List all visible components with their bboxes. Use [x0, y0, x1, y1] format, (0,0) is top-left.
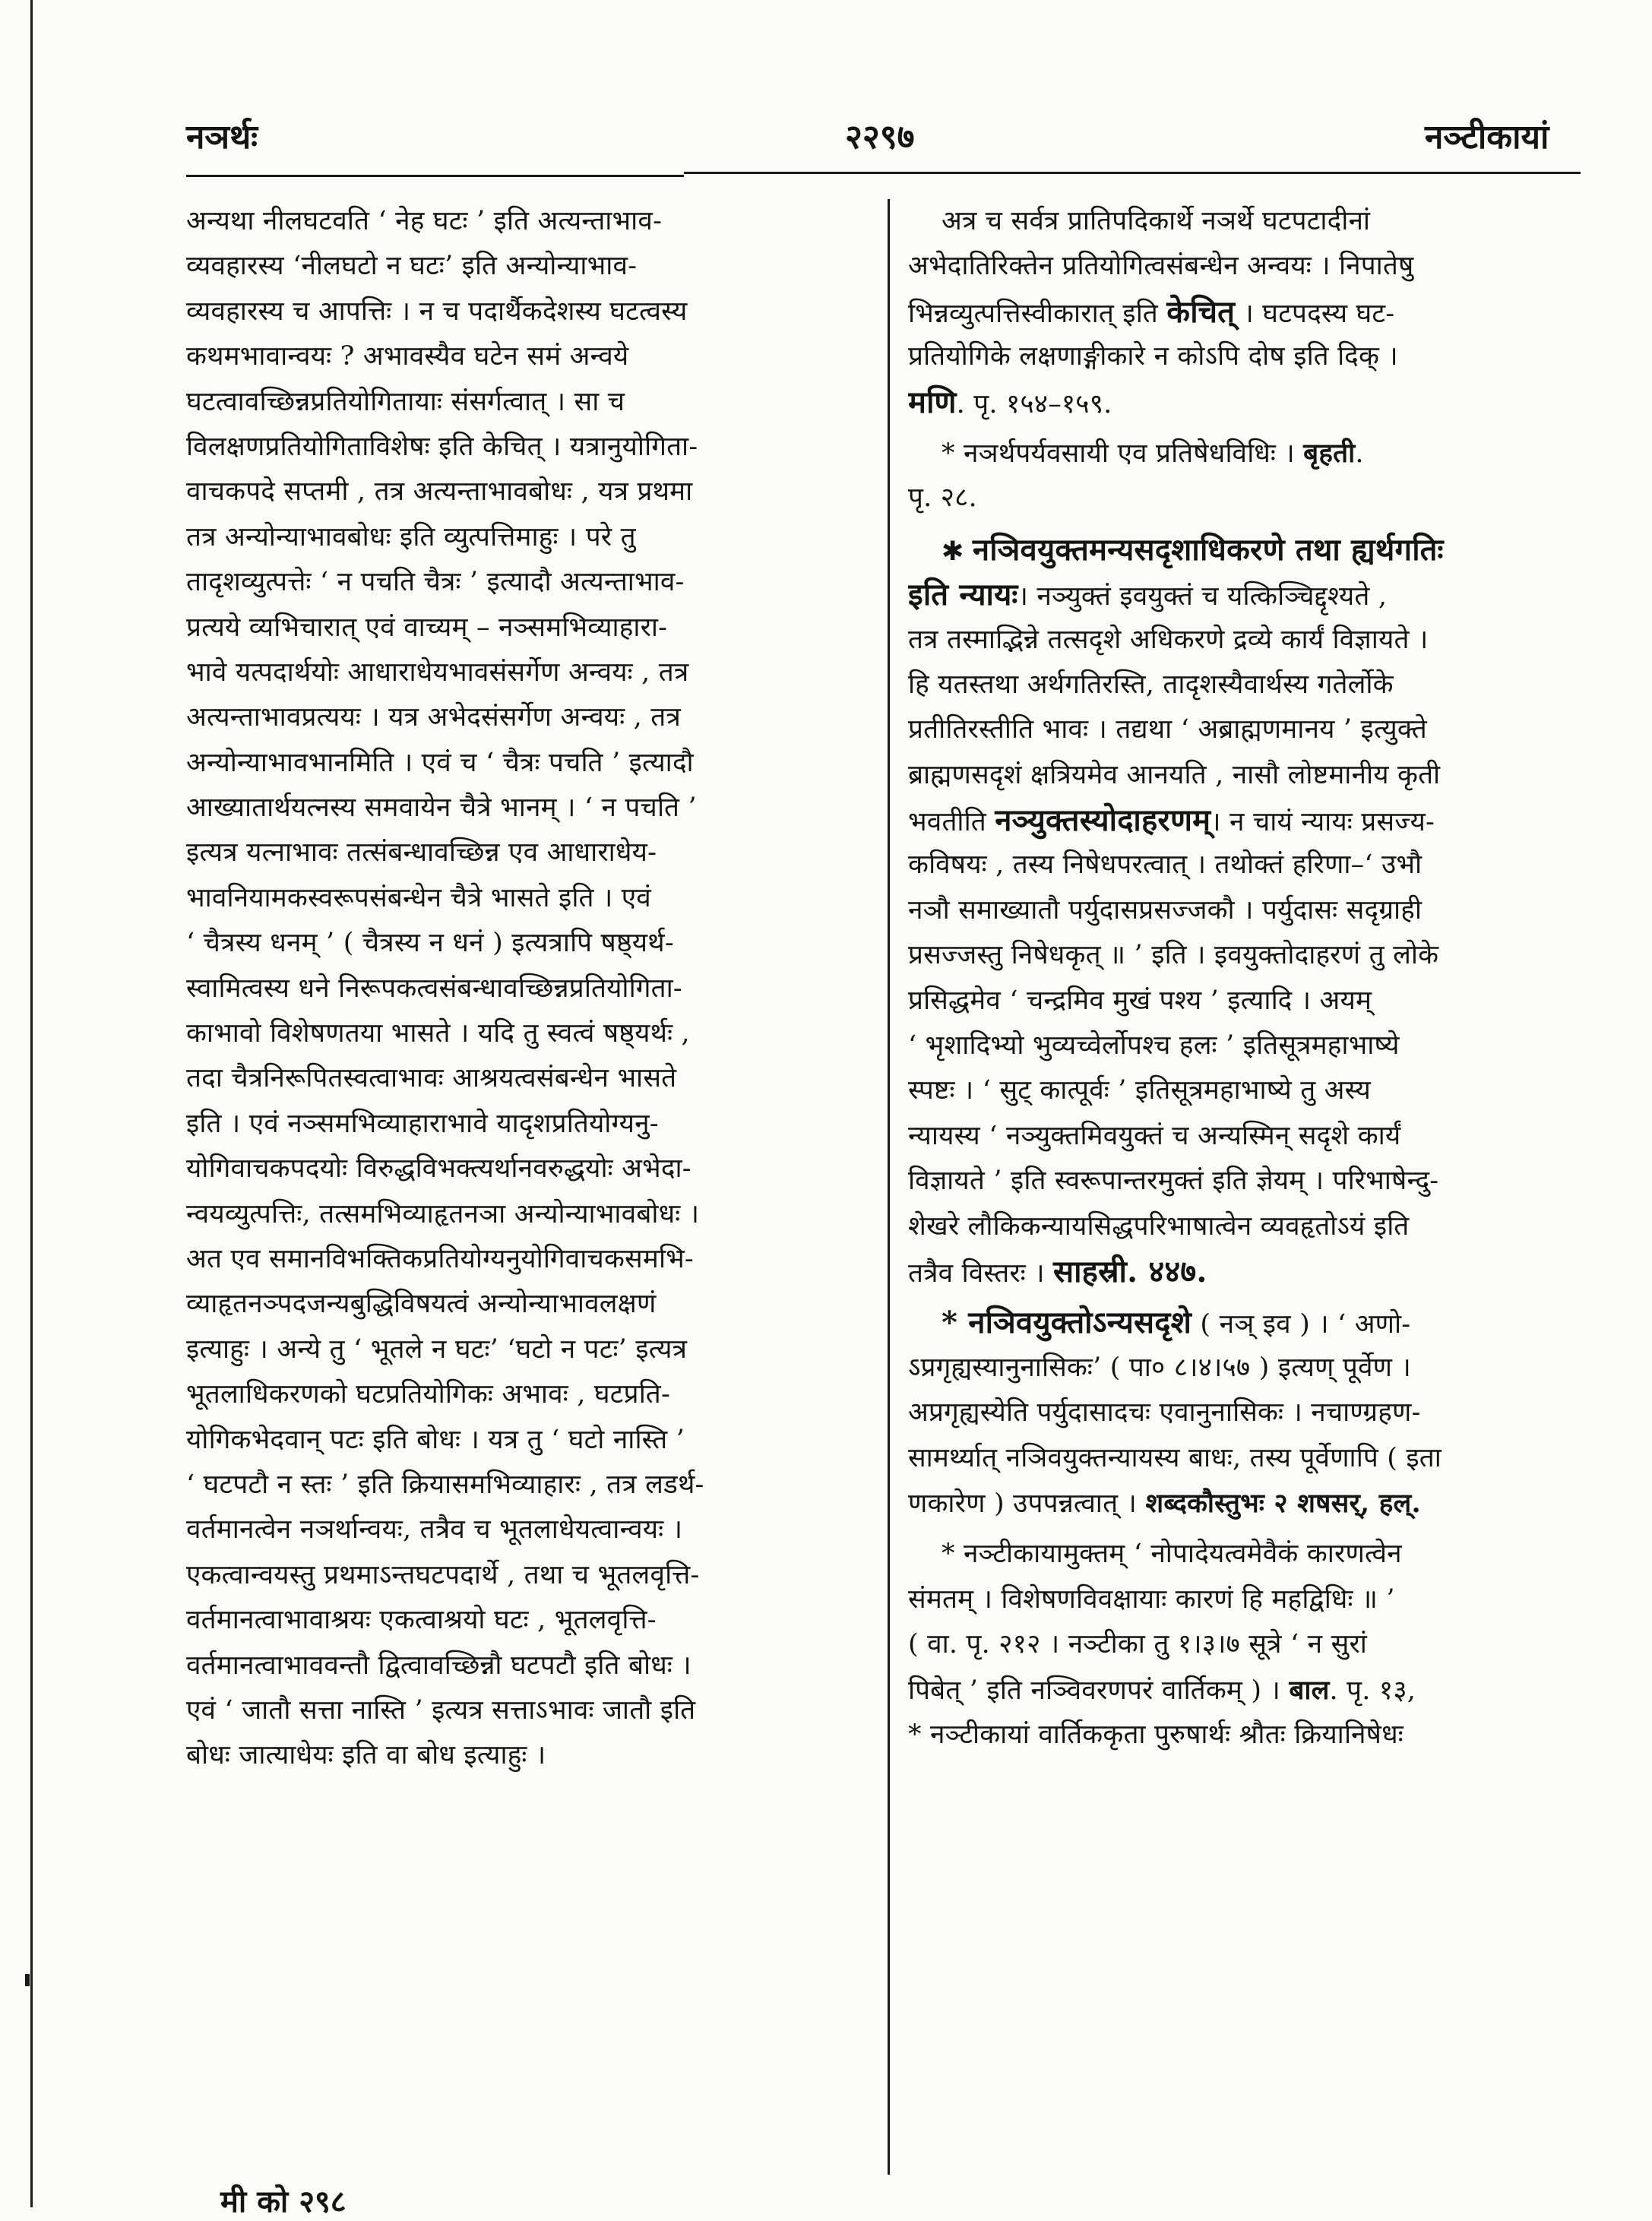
- text-line: इत्याहुः । अन्ये तु ‘ भूतले न घटः’ ‘घटो न पटः’ इत्यत्र: [186, 1334, 688, 1365]
- text-line: व्यवहारस्य ‘नीलघटो न घटः’ इति अन्योन्याभाव-: [186, 251, 638, 282]
- text-line: तदा चैत्रनिरूपितस्वत्वाभावः आश्रयत्वसंबन्धेन भासते: [186, 1063, 677, 1094]
- text-line: ‘ घटपटौ न स्तः ’ इति क्रियासमभिव्याहारः , तत्र लडर्थ-: [186, 1469, 704, 1500]
- text-line: न्वयव्युत्पत्तिः, तत्समभिव्याहृतनञा अन्योन्याभावबोधः ।: [186, 1198, 700, 1229]
- text-line: * नञर्थपर्यवसायी एव प्रतिषेधविधिः । बृहती.: [942, 437, 1364, 469]
- margin-rule: [30, 0, 33, 2207]
- text-line: वर्तमानत्वेन नञर्थान्वयः, तत्रैव च भूतलाधेयत्वान्वयः ।: [186, 1514, 683, 1546]
- text-line: प्रतियोगिके लक्षणाङ्गीकारे न कोऽपि दोष इति दिक् ।: [908, 341, 1398, 372]
- text-line: वर्तमानत्वाभाववन्तौ द्वित्वावच्छिन्नौ घटपटौ इति बोधः ।: [186, 1650, 691, 1681]
- text-line: स्वामित्वस्य धने निरूपकत्वसंबन्धावच्छिन्नप्रतियोगिता-: [186, 973, 682, 1004]
- text-line: अन्योन्याभावभानमिति । एवं च ‘ चैत्रः पचति ’ इत्यादौ: [186, 747, 694, 778]
- text-line: तत्र अन्योन्याभावबोधः इति व्युत्पत्तिमाहुः । परे तु: [186, 521, 636, 552]
- text-line: हि यतस्तथा अर्थगतिरस्ति, तादृशस्यैवार्थस्य गतेर्लोके: [908, 669, 1394, 700]
- text-line: कथमभावान्वयः ? अभावस्यैव घटेन समं अन्वये: [186, 341, 629, 372]
- source-ref: शब्दकौस्तुभः: [1145, 1487, 1264, 1519]
- source-ref: मणि. पृ. १५४–१५९.: [908, 384, 1112, 420]
- text-line: योगिवाचकपदयोः विरुद्धविभक्त्यर्थानवरुद्धयोः अभेदा-: [186, 1153, 691, 1185]
- text-line: अन्यथा नीलघटवति ‘ नेह घटः ’ इति अत्यन्ताभाव-: [186, 206, 663, 236]
- text-line: न्यायस्य ‘ नञ्युक्तमिवयुक्तं च अन्यस्मिन् सदृशे कार्यं: [908, 1120, 1401, 1151]
- nyaya-title: ✱ नञिवयुक्तमन्यसदृशाधिकरणे तथा ह्यर्थगतिः: [942, 531, 1444, 568]
- text-line: वर्तमानत्वाभावाश्रयः एकत्वाश्रयो घटः , भूतलवृत्ति-: [186, 1605, 657, 1636]
- text-line: अप्रगृह्यस्येति पर्युदासादचः एवानुनासिकः । नचाण्ग्रहण-: [908, 1397, 1421, 1428]
- text-line: योगिकभेदवान् पटः इति बोधः । यत्र तु ‘ घटो नास्ति ’: [186, 1424, 685, 1455]
- text-line: तत्र तस्माद्भिन्ने तत्सदृशे अधिकरणे द्रव्ये कार्यं विज्ञायते ।: [908, 624, 1429, 655]
- text-line: व्यवहारस्य च आपत्तिः । न च पदार्थैकदेशस्य घटत्वस्य: [186, 296, 688, 327]
- text-line: ब्राह्मणसदृशं क्षत्रियमेव आनयति , नासौ लोष्टमानीय कृती: [908, 759, 1441, 790]
- text-line: ऽप्रगृह्यस्यानुनासिकः’ ( पा० ८।४।५७ ) इत्यण् पूर्वेण ।: [908, 1352, 1411, 1383]
- text-line: सामर्थ्यात् नञिवयुक्तन्यायस्य बाधः, तस्य पूर्वेणापि ( इता: [908, 1442, 1442, 1473]
- right-column: [908, 199, 1581, 1758]
- text-line: प्रत्यये व्यभिचारात् एवं वाच्यम् – नञ्समभिव्याहारा-: [186, 612, 668, 643]
- header-rule-right: [684, 172, 1581, 174]
- text-line: वाचकपदे सप्तमी , तत्र अत्यन्ताभावबोधः , यत्र प्रथमा: [186, 476, 693, 508]
- text-line: व्याहृतनञ्पदजन्यबुद्धिविषयत्वं अन्योन्याभावलक्षणं: [186, 1289, 657, 1320]
- text-line: प्रतीतिरस्तीति भावः । तद्यथा ‘ अब्राह्मणमानय ’ इत्युक्ते: [908, 714, 1427, 745]
- text-line: प्रसज्जस्तु निषेधकृत् ॥ ’ इति । इवयुक्तोदाहरणं तु लोके: [908, 940, 1439, 971]
- text-line: इत्यत्र यत्नाभावः तत्संबन्धावच्छिन्न एव आधाराधेय-: [186, 837, 657, 868]
- nyaya-title: * नञिवयुक्तोऽन्यसदृशे: [942, 1305, 1192, 1341]
- text-line: नञौ समाख्यातौ पर्युदासप्रसज्जकौ । पर्युदासः सदृग्राही: [908, 894, 1423, 925]
- running-head-left: नञर्थः: [186, 118, 258, 157]
- text-line: संमतम् । विशेषणविवक्षायाः कारणं हि महद्विधिः ॥ ’: [908, 1583, 1395, 1615]
- text-line: इति न्यायः। नञ्युक्तं इवयुक्तं च यत्किञ्चिद्दृश्यते ,: [908, 577, 1388, 613]
- margin-tick: [25, 1974, 30, 1986]
- source-ref: बृहती: [1303, 437, 1356, 469]
- text-line: अत एव समानविभक्तिकप्रतियोग्यनुयोगिवाचकसमभि-: [186, 1243, 694, 1274]
- text-line: * नञ्टीकायामुक्तम् ‘ नोपादेयत्वमेवैकं कारणत्वेन: [942, 1539, 1402, 1570]
- text-line: ‘ भृशादिभ्यो भुव्यच्वेर्लोपश्च हलः ’ इतिसूत्रमहाभाष्ये: [908, 1030, 1400, 1061]
- text-line: अत्र च सर्वत्र प्रातिपदिकार्थे नञर्थे घटपटादीनां: [942, 206, 1371, 236]
- text-line: विलक्षणप्रतियोगिताविशेषः इति केचित् । यत्रानुयोगिता-: [186, 431, 698, 462]
- text-line: विज्ञायते ’ इति स्वरूपान्तरमुक्तं इति ज्ञेयम् । परिभाषेन्दु-: [908, 1166, 1439, 1197]
- text-line: भावे यत्पदार्थयोः आधाराधेयभावसंसर्गेण अन्वयः , तत्र: [186, 656, 689, 688]
- text-line: बोधः जात्याधेयः इति वा बोध इत्याहुः ।: [186, 1740, 546, 1771]
- bold-term: केचित्: [1166, 293, 1236, 330]
- source-ref: बाल: [1289, 1674, 1330, 1706]
- running-head-right: नञ्टीकायां: [1425, 118, 1549, 157]
- text-line: कविषयः , तस्य निषेधपरत्वात् । तथोक्तं हरिणा–‘ उभौ: [908, 849, 1423, 881]
- text-line: णकारेण ) उपपन्नत्वात् । शब्दकौस्तुभः २ शषसर्, हल्.: [908, 1487, 1421, 1519]
- text-line: घटत्वावच्छिन्नप्रतियोगितायाः संसर्गत्वात् । सा च: [186, 386, 625, 417]
- text-line: पिबेत् ’ इति नञ्विवरणपरं वार्तिकम् ) । बाल. पृ. १३,: [908, 1674, 1416, 1706]
- text-line: भिन्नव्युत्पत्तिस्वीकारात् इति केचित् । घटपदस्य घट-: [908, 293, 1395, 330]
- text-line: * नञिवयुक्तोऽन्यसदृशे ( नञ् इव ) । ‘ अणो-: [942, 1305, 1411, 1341]
- text-line: अभेदातिरिक्तेन प्रतियोगित्वसंबन्धेन अन्वयः । निपातेषु: [908, 251, 1414, 282]
- text-line: भूतलाधिकरणको घटप्रतियोगिकः अभावः , घटप्रति-: [186, 1379, 670, 1410]
- text-line: शेखरे लौकिकन्यायसिद्धपरिभाषात्वेन व्यवहृतोऽयं इति: [908, 1210, 1410, 1242]
- text-line: पृ. २८.: [908, 482, 977, 514]
- source-ref: साहस्री. ४४७.: [1053, 1253, 1207, 1289]
- text-line: तत्रैव विस्तरः । साहस्री. ४४७.: [908, 1253, 1207, 1289]
- text-line: * नञ्टीकायां वार्तिककृता पुरुषार्थः श्रौतः क्रियानिषेधः: [908, 1719, 1404, 1750]
- text-line: ( वा. पृ. २१२ । नञ्टीका तु १।३।७ सूत्रे ‘ न सुरां: [908, 1629, 1368, 1660]
- page-number: २२९७: [845, 118, 915, 157]
- text-line: भवतीति नञ्युक्तस्योदाहरणम्। न चायं न्यायः प्रसज्य-: [908, 802, 1435, 839]
- text-line: आख्यातार्थयत्नस्य समवायेन चैत्रे भानम् । ‘ न पचति ’: [186, 793, 697, 824]
- text-line: इति । एवं नञ्समभिव्याहाराभावे यादृशप्रतियोग्यनु-: [186, 1108, 659, 1139]
- text-line: अत्यन्ताभावप्रत्ययः । यत्र अभेदसंसर्गेण अन्वयः , तत्र: [186, 702, 681, 733]
- text-line: तादृशव्युत्पत्तेः ‘ न पचति चैत्रः ’ इत्यादौ अत्यन्ताभाव-: [186, 567, 685, 598]
- left-column: [186, 199, 870, 1779]
- text-line: एवं ‘ जातौ सत्ता नास्ति ’ इत्यत्र सत्ताऽभावः जातौ इति: [186, 1694, 696, 1726]
- text-line: काभावो विशेषणतया भासते । यदि तु स्वत्वं षष्ठ्यर्थः ,: [186, 1018, 690, 1049]
- text-line: प्रसिद्धमेव ‘ चन्द्रमिव मुखं पश्य ’ इत्यादि । अयम्: [908, 985, 1372, 1016]
- text-line: स्पष्टः । ‘ सुट् कात्पूर्वः ’ इतिसूत्रमहाभाष्ये तु अस्य: [908, 1075, 1371, 1106]
- header-rule-left: [186, 175, 684, 177]
- asterisk-icon: ✱: [942, 536, 973, 567]
- page-footer: मी को २९८: [220, 2184, 347, 2219]
- text-line: एकत्वान्वयस्तु प्रथमाऽन्तघटपदार्थे , तथा च भूतलवृत्ति-: [186, 1559, 700, 1590]
- column-divider: [888, 199, 890, 2175]
- text-line: ‘ चैत्रस्य धनम् ’ ( चैत्रस्य न धनं ) इत्यत्रापि षष्ठ्यर्थ-: [186, 928, 674, 959]
- text-line: भावनियामकस्वरूपसंबन्धेन चैत्रे भासते इति । एवं: [186, 882, 651, 913]
